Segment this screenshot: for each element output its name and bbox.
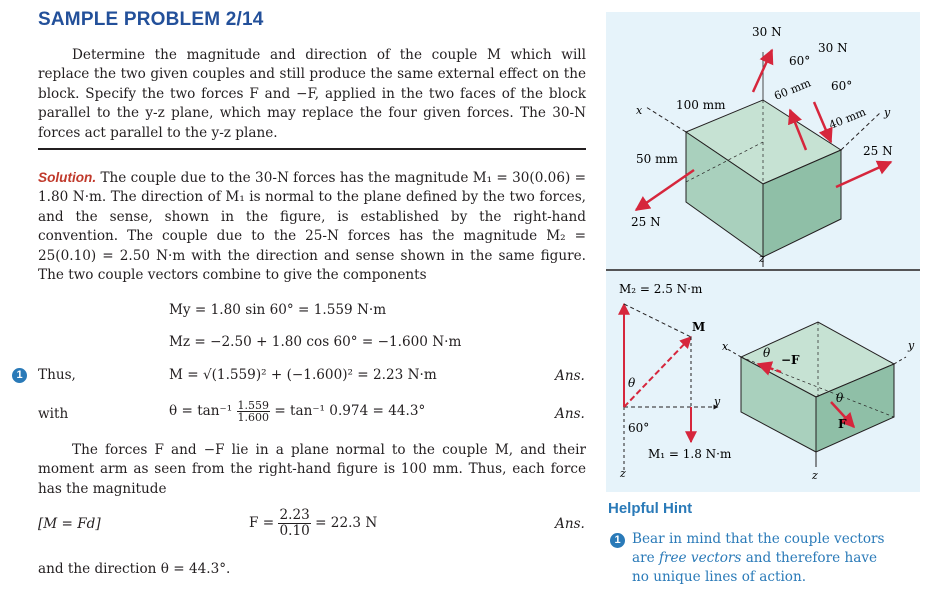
equation-f bbox=[249, 508, 377, 539]
equation-theta bbox=[169, 400, 425, 423]
page-title: SAMPLE PROBLEM 2/14 bbox=[38, 9, 264, 30]
figure-panel bbox=[606, 12, 920, 492]
label-m2: M₂ = 2.5 N·m bbox=[619, 282, 703, 296]
equation-my: My = 1.80 sin 60° = 1.559 N·m bbox=[169, 302, 387, 318]
solution-label: Solution. bbox=[38, 170, 97, 185]
direction-statement: and the direction θ = 44.3°. bbox=[38, 561, 231, 577]
label-theta-f: θ bbox=[836, 391, 844, 405]
block-bottom bbox=[724, 322, 906, 467]
label-neg-f: −F bbox=[781, 353, 800, 367]
axis-y-top: y bbox=[884, 106, 891, 119]
hint-text-before: Bear in mind that the couple vectors are bbox=[632, 531, 885, 566]
hint-badge: 1 bbox=[610, 533, 625, 548]
label-25n-right: 25 N bbox=[863, 144, 893, 158]
forces-paragraph: The forces F and −F lie in a plane normal to the couple M, and their moment arm as seen from the right-hand figure is 100 mm. Thus, each force has the magnitude bbox=[38, 442, 586, 497]
hint-text-after: and therefore have no unique lines of action. bbox=[632, 550, 878, 585]
label-30n-b: 30 N bbox=[818, 41, 848, 55]
hint-marker-badge: 1 bbox=[12, 368, 27, 383]
with-label: with bbox=[38, 406, 69, 422]
equation-mz: Mz = −2.50 + 1.80 cos 60° = −1.600 N·m bbox=[169, 334, 462, 350]
label-60deg-a: 60° bbox=[789, 54, 811, 68]
problem-statement: Determine the magnitude and direction of the couple M which will replace the two given couples and still produce the same external effect on the block. Specify the two forces F and −F, applied in the two faces of the block parallel to the y-z plane, which may replace the four given forces. The 30-N forces act parallel to the y-z plane. bbox=[38, 47, 586, 141]
label-40mm: 40 mm bbox=[827, 105, 868, 132]
axis-x-block: x bbox=[722, 340, 729, 353]
answer-label-f: Ans. bbox=[555, 516, 585, 532]
axis-y-vector: y bbox=[714, 395, 721, 408]
answer-label-m: Ans. bbox=[555, 368, 585, 384]
moment-relation: [M = Fd] bbox=[38, 516, 101, 532]
label-60deg-bottom: 60° bbox=[628, 421, 650, 435]
theta-numerator: 1.559 bbox=[237, 399, 269, 412]
axis-y-block: y bbox=[908, 339, 915, 352]
label-m: M bbox=[692, 320, 706, 334]
equation-m: M = √(1.559)² + (−1.600)² = 2.23 N·m bbox=[169, 367, 437, 383]
axis-z-top: z bbox=[759, 252, 765, 265]
f-rhs: = 22.3 N bbox=[315, 515, 378, 531]
hint-text bbox=[632, 530, 890, 587]
label-theta-left: θ bbox=[628, 376, 636, 390]
solution-paragraph bbox=[38, 168, 586, 285]
figure-top bbox=[606, 12, 920, 492]
theta-fraction bbox=[237, 400, 271, 423]
divider bbox=[38, 148, 586, 150]
label-60deg-b: 60° bbox=[831, 79, 853, 93]
label-50mm: 50 mm bbox=[636, 152, 678, 166]
label-25n-left: 25 N bbox=[631, 215, 661, 229]
theta-lhs: θ = tan⁻¹ bbox=[169, 403, 233, 419]
label-30n-a: 30 N bbox=[752, 25, 782, 39]
f-numerator: 2.23 bbox=[279, 507, 310, 523]
hint-text-em: free vectors bbox=[658, 550, 742, 566]
label-100mm: 100 mm bbox=[676, 98, 726, 112]
solution-text: The couple due to the 30-N forces has the magnitude M₁ = 30(0.06) = 1.80 N·m. The direction of M₁ is normal to the plane defined by the two forces, and the sense, shown in the figure, is established by the right-hand convention. The couple due to the 25-N forces has the magnitude M₂ = 25(0.10) = 2.50 N·m with the direction and sense shown in the same figure. The two couple vectors combine to give the components bbox=[38, 170, 586, 284]
answer-label-theta: Ans. bbox=[555, 406, 585, 422]
axis-x-top: x bbox=[636, 104, 643, 117]
f-fraction bbox=[278, 508, 310, 539]
axis-z-vector: z bbox=[620, 467, 626, 480]
label-f: F bbox=[838, 417, 847, 431]
f-denominator: 0.10 bbox=[279, 523, 310, 539]
f-lhs: F = bbox=[249, 515, 275, 531]
hint-title: Helpful Hint bbox=[608, 500, 693, 517]
theta-denominator: 1.600 bbox=[237, 411, 269, 424]
axis-z-block: z bbox=[812, 469, 818, 482]
label-theta-neg-f: θ bbox=[763, 346, 771, 360]
theta-rhs: = tan⁻¹ 0.974 = 44.3° bbox=[274, 403, 426, 419]
label-m1: M₁ = 1.8 N·m bbox=[648, 447, 732, 461]
thus-label: Thus, bbox=[38, 367, 76, 383]
label-60mm: 60 mm bbox=[772, 76, 813, 103]
